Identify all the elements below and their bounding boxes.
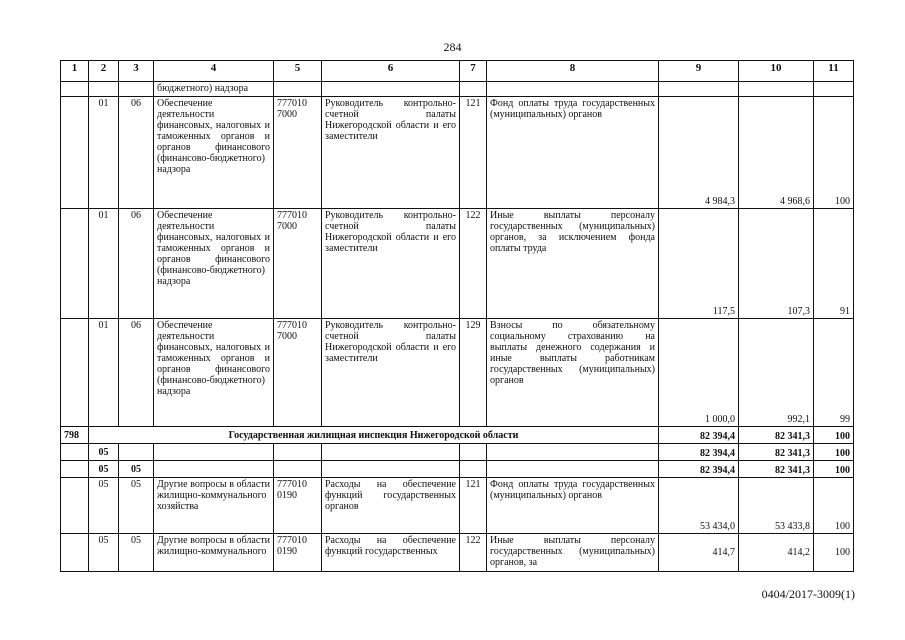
cell-actual: 414,2 xyxy=(739,534,814,572)
cell-expense-description: Фонд оплаты труда государственных (муниципальных) органов xyxy=(487,478,659,534)
cell-expense-type: 121 xyxy=(460,97,487,209)
cell-actual: 107,3 xyxy=(739,209,814,319)
budget-table xyxy=(60,60,854,572)
cell-expense-name: Руководитель контрольно-счетной палаты Нижегородской области и его заместители xyxy=(322,97,460,209)
agency-row xyxy=(61,427,854,444)
col-header-1: 1 xyxy=(61,61,89,82)
section-total-row xyxy=(61,444,854,461)
cell-expense-description: Иные выплаты персоналу государственных (муниципальных) органов, за исключением фонда оплаты труда xyxy=(487,209,659,319)
cell-plan: 53 434,0 xyxy=(659,478,739,534)
table-row xyxy=(61,478,854,534)
cell-program: Другие вопросы в области жилищно-коммунального xyxy=(154,534,274,572)
cell-actual: 82 341,3 xyxy=(739,461,814,478)
cell-expense-name: Расходы на обеспечение функций государственных xyxy=(322,534,460,572)
cell-section: 01 xyxy=(89,319,119,427)
cell-subsection: 06 xyxy=(119,319,154,427)
cell-expense-name: Руководитель контрольно-счетной палаты Нижегородской области и его заместители xyxy=(322,209,460,319)
cell-program: Обеспечение деятельности финансовых, налоговых и таможенных органов и органов финансового (финансово-бюджетного) надзора xyxy=(154,209,274,319)
cell-actual: 82 341,3 xyxy=(739,444,814,461)
table-row xyxy=(61,209,854,319)
cell-section: 05 xyxy=(89,478,119,534)
cell-percent: 100 xyxy=(814,444,854,461)
col-header-2: 2 xyxy=(89,61,119,82)
cell-code: 777010 7000 xyxy=(274,209,322,319)
cell-plan: 414,7 xyxy=(659,534,739,572)
cell-plan: 82 394,4 xyxy=(659,444,739,461)
cell-subsection: 05 xyxy=(119,534,154,572)
cell-code: 777010 0190 xyxy=(274,534,322,572)
cell-section: 05 xyxy=(89,461,119,478)
cell-agency-code: 798 xyxy=(61,427,89,444)
cell-plan: 1 000,0 xyxy=(659,319,739,427)
cell-expense-description: Взносы по обязательному социальному страхованию на выплаты денежного содержания и иные выплаты работникам государственных (муниципальных) органов xyxy=(487,319,659,427)
cell-percent: 100 xyxy=(814,97,854,209)
cell-program: Обеспечение деятельности финансовых, налоговых и таможенных органов и органов финансового (финансово-бюджетного) надзора xyxy=(154,97,274,209)
cell-subsection: 05 xyxy=(119,478,154,534)
cell-actual: 992,1 xyxy=(739,319,814,427)
cell-percent: 99 xyxy=(814,319,854,427)
cell-percent: 91 xyxy=(814,209,854,319)
cell-expense-type: 122 xyxy=(460,209,487,319)
cell-actual: 4 968,6 xyxy=(739,97,814,209)
cell-actual: 53 433,8 xyxy=(739,478,814,534)
cell-actual: 82 341,3 xyxy=(739,427,814,444)
cell-section: 01 xyxy=(89,209,119,319)
cell-subsection: 06 xyxy=(119,209,154,319)
cell-code: 777010 0190 xyxy=(274,478,322,534)
continuation-row xyxy=(61,82,854,97)
cell-plan: 4 984,3 xyxy=(659,97,739,209)
cell-program: бюджетного) надзора xyxy=(154,82,274,97)
col-header-3: 3 xyxy=(119,61,154,82)
cell-section: 01 xyxy=(89,97,119,209)
col-header-9: 9 xyxy=(659,61,739,82)
cell-expense-type: 122 xyxy=(460,534,487,572)
col-header-6: 6 xyxy=(322,61,460,82)
cell-expense-name: Расходы на обеспечение функций государственных органов xyxy=(322,478,460,534)
cell-expense-type: 121 xyxy=(460,478,487,534)
cell-program: Другие вопросы в области жилищно-коммунального хозяйства xyxy=(154,478,274,534)
col-header-10: 10 xyxy=(739,61,814,82)
table-row xyxy=(61,319,854,427)
cell-section: 05 xyxy=(89,534,119,572)
cell-program: Обеспечение деятельности финансовых, налоговых и таможенных органов и органов финансового (финансово-бюджетного) надзора xyxy=(154,319,274,427)
cell-percent: 100 xyxy=(814,427,854,444)
cell-code: 777010 7000 xyxy=(274,97,322,209)
cell-plan: 82 394,4 xyxy=(659,461,739,478)
cell-code: 777010 7000 xyxy=(274,319,322,427)
cell-section: 05 xyxy=(89,444,119,461)
cell-percent: 100 xyxy=(814,534,854,572)
col-header-4: 4 xyxy=(154,61,274,82)
col-header-8: 8 xyxy=(487,61,659,82)
cell-percent: 100 xyxy=(814,461,854,478)
table-row xyxy=(61,534,854,572)
cell-expense-description: Фонд оплаты труда государственных (муниципальных) органов xyxy=(487,97,659,209)
cell-expense-name: Руководитель контрольно-счетной палаты Нижегородской области и его заместители xyxy=(322,319,460,427)
agency-title: Государственная жилищная инспекция Нижегородской области xyxy=(89,427,659,444)
cell-percent: 100 xyxy=(814,478,854,534)
document-id: 0404/2017-3009(1) xyxy=(761,587,855,601)
table-row xyxy=(61,97,854,209)
header-row xyxy=(61,61,854,82)
col-header-5: 5 xyxy=(274,61,322,82)
col-header-7: 7 xyxy=(460,61,487,82)
page-number: 284 xyxy=(443,40,462,54)
cell-subsection: 05 xyxy=(119,461,154,478)
subsection-total-row xyxy=(61,461,854,478)
cell-subsection: 06 xyxy=(119,97,154,209)
cell-plan: 117,5 xyxy=(659,209,739,319)
cell-expense-type: 129 xyxy=(460,319,487,427)
cell-expense-description: Иные выплаты персоналу государственных (муниципальных) органов, за xyxy=(487,534,659,572)
col-header-11: 11 xyxy=(814,61,854,82)
cell-plan: 82 394,4 xyxy=(659,427,739,444)
